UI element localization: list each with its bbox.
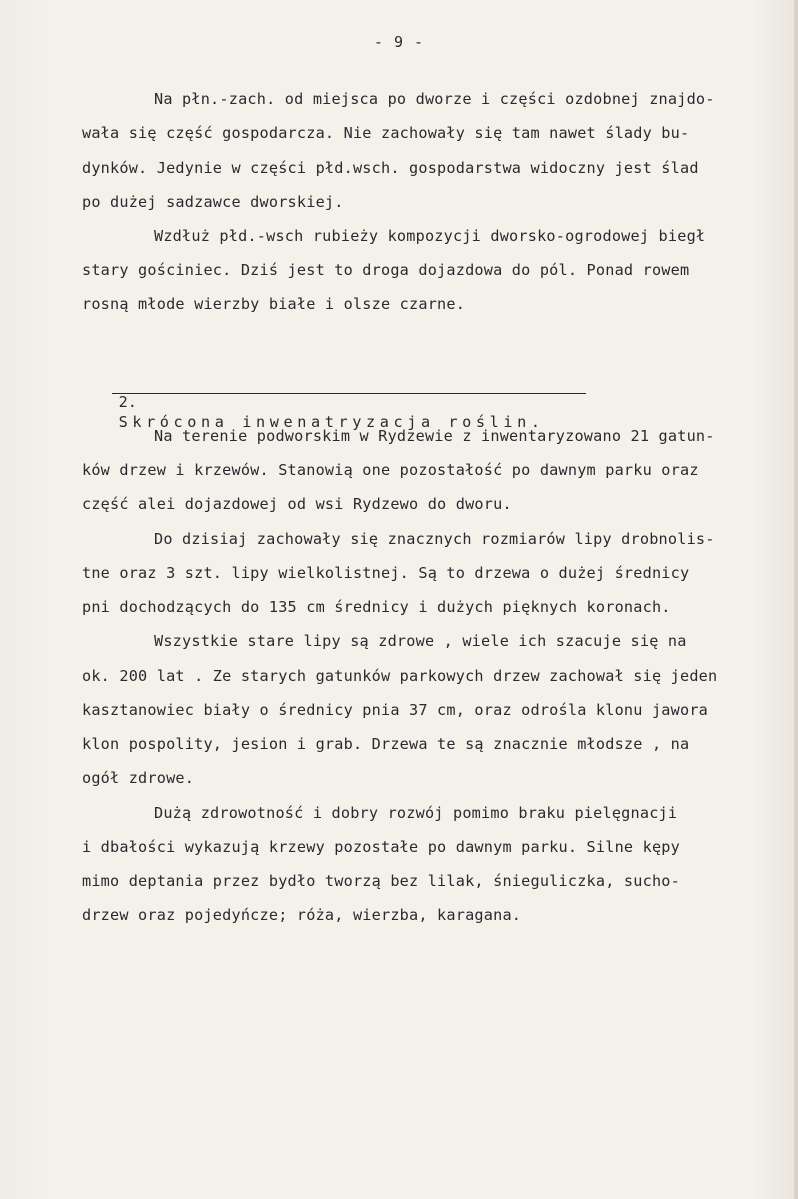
text-line: pni dochodzących do 135 cm średnicy i dużych pięknych koronach. — [82, 598, 671, 616]
text-line: stary gościniec. Dziś jest to droga dojazdowa do pól. Ponad rowem — [82, 261, 690, 279]
text-line: Na płn.-zach. od miejsca po dworze i części ozdobnej znajdo- — [154, 90, 715, 108]
heading-underline — [112, 393, 586, 394]
text-line: po dużej sadzawce dworskiej. — [82, 193, 344, 211]
text-line: wała się część gospodarcza. Nie zachowały się tam nawet ślady bu- — [82, 124, 690, 142]
page-edge — [794, 0, 798, 1199]
section-title: Skrócona inwenatryzacja roślin. — [118, 413, 545, 431]
text-line: drzew oraz pojedyńcze; róża, wierzba, karagana. — [82, 906, 522, 924]
section-number: 2. — [118, 393, 137, 411]
text-line: Na terenie podworskim w Rydzewie z inwentaryzowano 21 gatun- — [154, 427, 715, 445]
text-line: kasztanowiec biały o średnicy pnia 37 cm, oraz odrośla klonu jawora — [82, 701, 709, 719]
text-line: Do dzisiaj zachowały się znacznych rozmiarów lipy drobnolis- — [154, 530, 715, 548]
text-line: dynków. Jedynie w części płd.wsch. gospodarstwa widoczny jest ślad — [82, 159, 699, 177]
text-line: ogół zdrowe. — [82, 769, 195, 787]
text-line: tne oraz 3 szt. lipy wielkolistnej. Są to drzewa o dużej średnicy — [82, 564, 690, 582]
text-line: ków drzew i krzewów. Stanowią one pozostałość po dawnym parku oraz — [82, 461, 699, 479]
text-line: mimo deptania przez bydło tworzą bez lilak, śnieguliczka, sucho- — [82, 872, 680, 890]
page-number: - 9 - — [373, 33, 425, 51]
text-line: ok. 200 lat . Ze starych gatunków parkowych drzew zachował się jeden — [82, 667, 718, 685]
text-line: i dbałości wykazują krzewy pozostałe po dawnym parku. Silne kępy — [82, 838, 680, 856]
text-line: Wzdłuż płd.-wsch rubieży kompozycji dworsko-ogrodowej biegł — [154, 227, 706, 245]
text-line: Wszystkie stare lipy są zdrowe , wiele ich szacuje się na — [154, 632, 687, 650]
text-line: klon pospolity, jesion i grab. Drzewa te są znacznie młodsze , na — [82, 735, 690, 753]
text-line: rosną młode wierzby białe i olsze czarne. — [82, 295, 466, 313]
text-line: część alei dojazdowej od wsi Rydzewo do dworu. — [82, 495, 512, 513]
text-line: Dużą zdrowotność i dobry rozwój pomimo braku pielęgnacji — [154, 804, 678, 822]
